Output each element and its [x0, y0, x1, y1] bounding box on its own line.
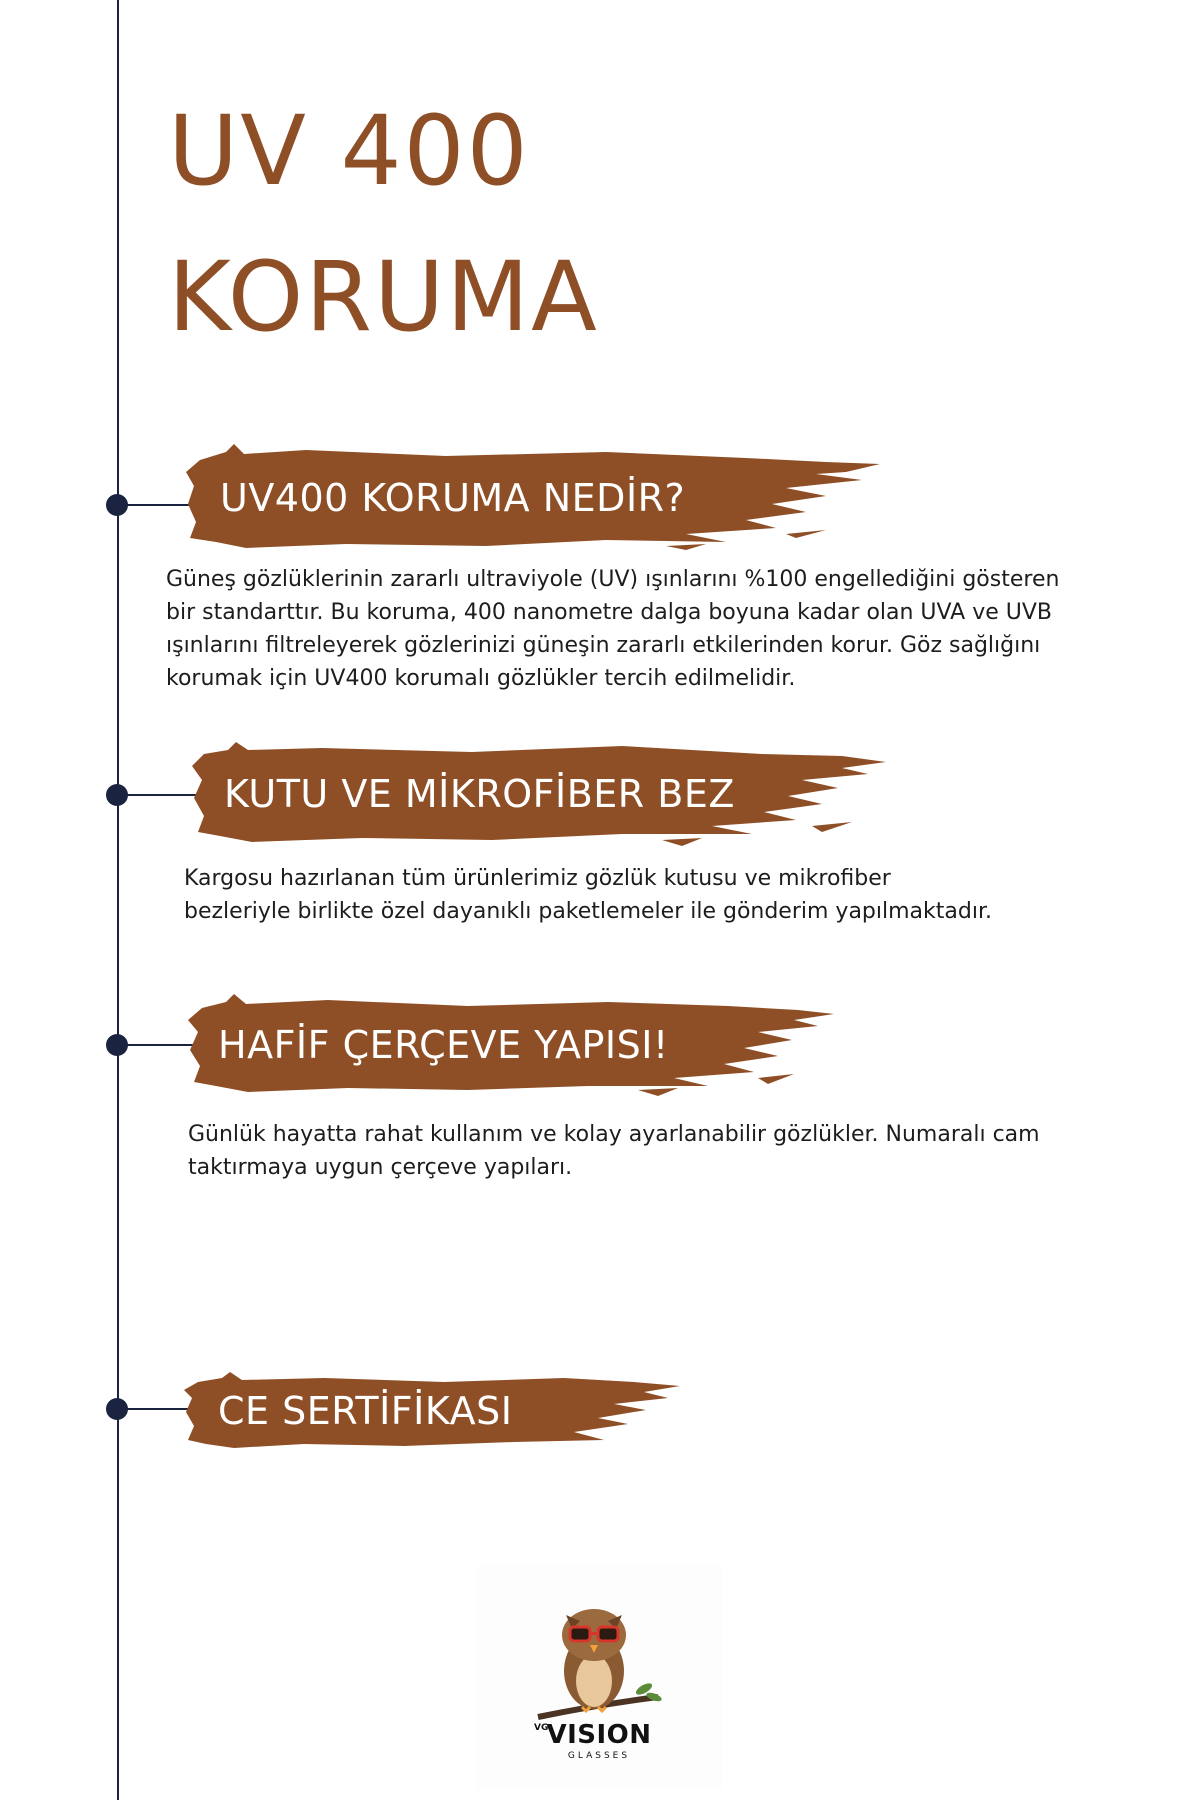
page-title-line-1: UV 400 — [168, 95, 530, 207]
section-heading-box-cloth — [192, 738, 892, 850]
timeline-connector — [126, 794, 202, 796]
section-heading-label: KUTU VE MİKROFİBER BEZ — [224, 772, 735, 816]
timeline-line — [117, 0, 119, 1800]
timeline-dot — [106, 1034, 128, 1056]
timeline-dot — [106, 784, 128, 806]
page-title — [168, 78, 599, 370]
logo-subtitle: GLASSES — [567, 1751, 631, 1761]
section-heading-light-frame — [188, 992, 838, 1098]
section-body-text: Kargosu hazırlanan tüm ürünlerimiz gözlük kutusu ve mikrofiber bezleriyle birlikte özel dayanıklı paketlemeler ile gönderim yapılmaktadır. — [184, 866, 992, 924]
section-body-text: Güneş gözlüklerinin zararlı ultraviyole (UV) ışınlarını %100 engellediğini gösteren bir standarttır. Bu koruma, 400 nanometre dalga boyuna kadar olan UVA ve UVB ışınlarını filtreleyerek gözlerinizi güneşin zararlı etkilerinden korur. Göz sağlığını korumak için UV400 korumalı gözlükler tercih edilmelidir. — [166, 567, 1060, 691]
section-body-text: Günlük hayatta rahat kullanım ve kolay ayarlanabilir gözlükler. Numaralı cam taktırmaya uygun çerçeve yapıları. — [188, 1122, 1040, 1180]
timeline-dot — [106, 1398, 128, 1420]
owl-icon — [536, 1605, 662, 1725]
section-heading-label: CE SERTİFİKASI — [218, 1389, 513, 1433]
logo-monogram: VG — [534, 1723, 549, 1733]
timeline-dot — [106, 494, 128, 516]
timeline-connector — [126, 1408, 192, 1410]
section-heading-ce — [184, 1370, 684, 1452]
brand-logo — [476, 1565, 722, 1790]
section-heading-uv400 — [186, 442, 886, 554]
section-heading-label: HAFİF ÇERÇEVE YAPISI! — [218, 1023, 669, 1067]
page-title-line-2: KORUMA — [168, 241, 599, 353]
logo-name: VISION — [546, 1720, 652, 1750]
section-heading-label: UV400 KORUMA NEDİR? — [220, 476, 686, 520]
